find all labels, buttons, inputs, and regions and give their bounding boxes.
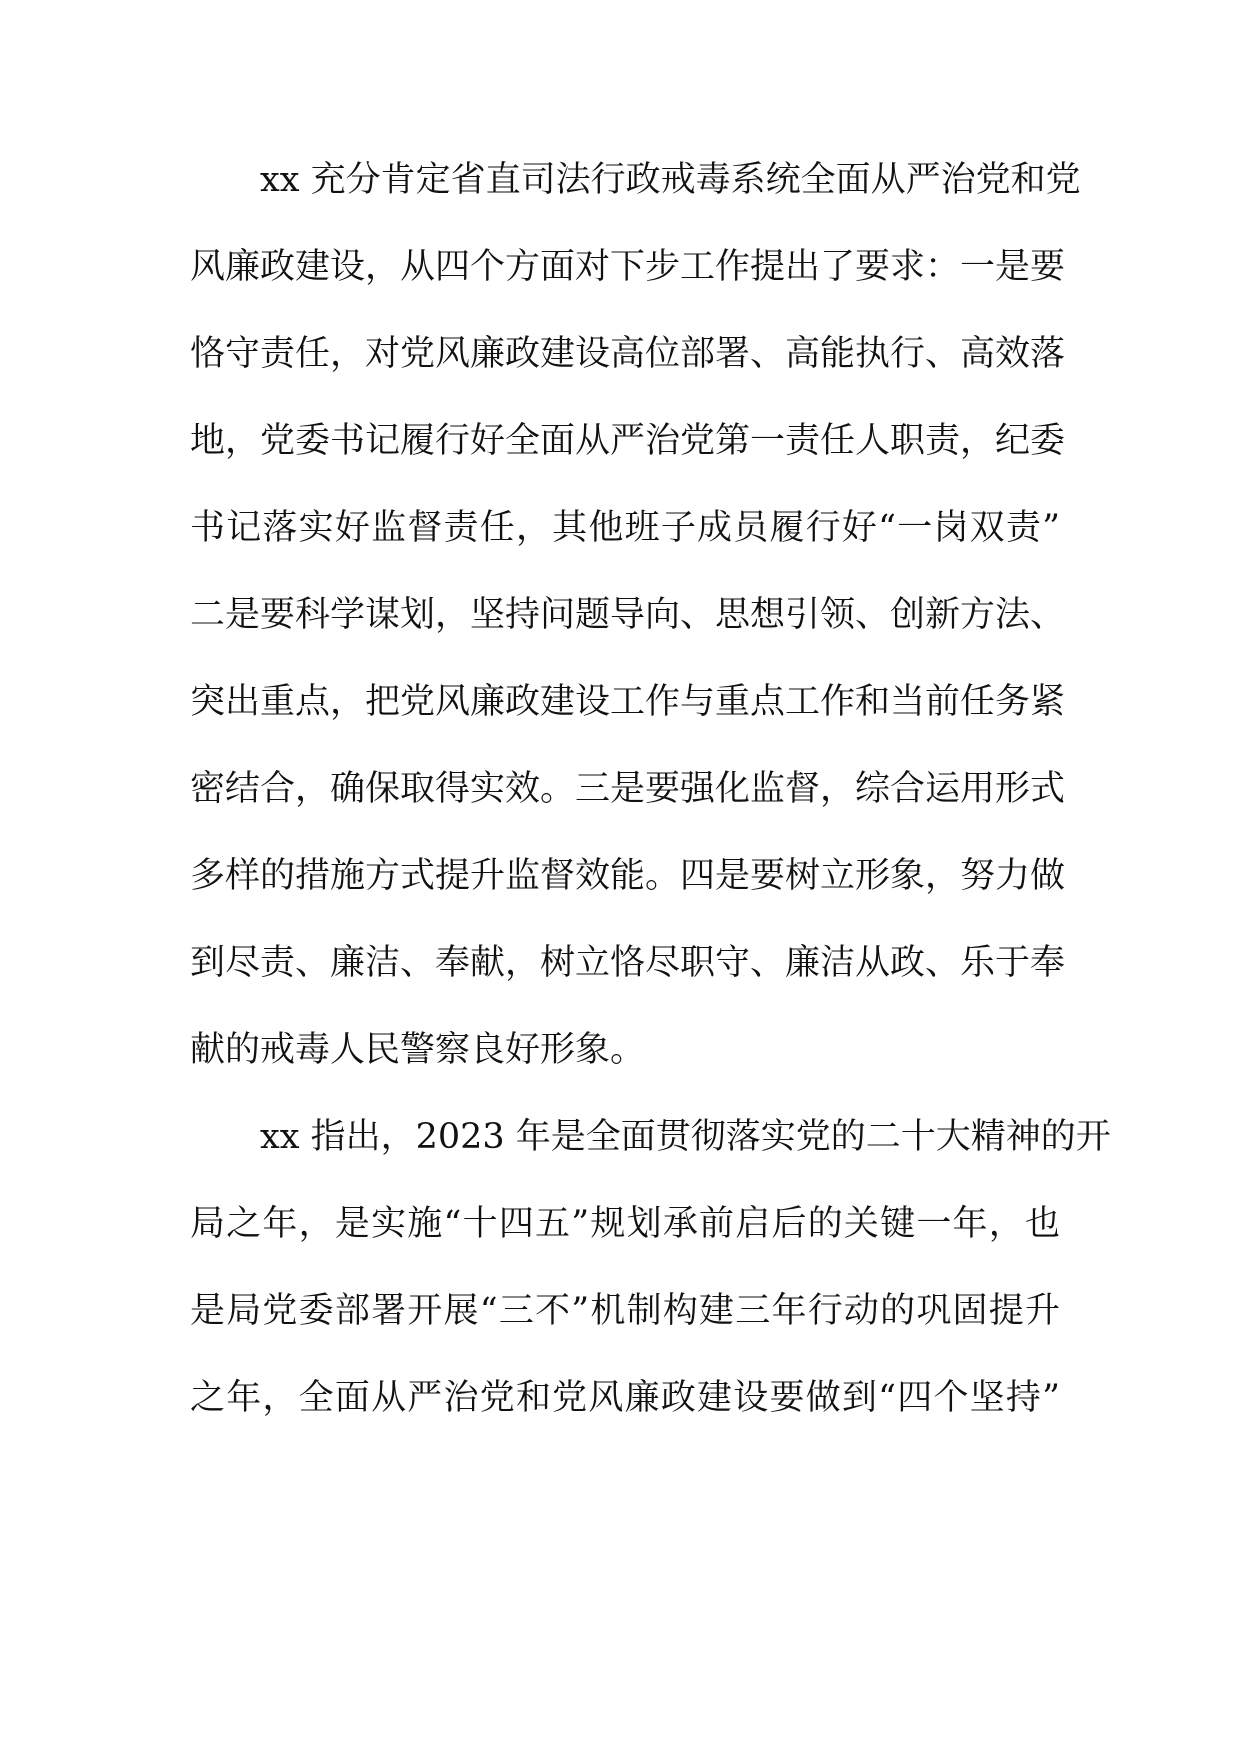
paragraph-1-line-9: 多样的措施方式提升监督效能。四是要树立形象，努力做 [190,856,1066,896]
paragraph-2-line-4: 之年，全面从严治党和党风廉政建设要做到“四个坚持” [190,1378,1060,1418]
paragraph-2-line-3: 是局党委部署开展“三不”机制构建三年行动的巩固提升 [190,1291,1060,1331]
paragraph-1-line-8: 密结合，确保取得实效。三是要强化监督，综合运用形式 [190,769,1066,809]
paragraph-1-line-4: 地，党委书记履行好全面从严治党第一责任人职责，纪委 [190,421,1066,461]
paragraph-1-line-10: 到尽责、廉洁、奉献，树立恪尽职守、廉洁从政、乐于奉 [190,943,1066,983]
paragraph-1-line-3: 恪守责任，对党风廉政建设高位部署、高能执行、高效落 [190,334,1066,374]
paragraph-1-line-1: xx 充分肯定省直司法行政戒毒系统全面从严治党和党 [260,160,1081,200]
paragraph-1-line-6: 二是要科学谋划，坚持问题导向、思想引领、创新方法、 [190,595,1066,635]
paragraph-2-line-2: 局之年，是实施“十四五”规划承前启后的关键一年，也 [190,1204,1060,1244]
paragraph-2-line-1: xx 指出，2023 年是全面贯彻落实党的二十大精神的开 [260,1117,1111,1157]
paragraph-1-line-5: 书记落实好监督责任，其他班子成员履行好“一岗双责” [190,508,1060,548]
paragraph-1-line-11: 献的戒毒人民警察良好形象。 [190,1030,646,1070]
paragraph-1-line-7: 突出重点，把党风廉政建设工作与重点工作和当前任务紧 [190,682,1066,722]
paragraph-1-line-2: 风廉政建设，从四个方面对下步工作提出了要求：一是要 [190,247,1066,287]
